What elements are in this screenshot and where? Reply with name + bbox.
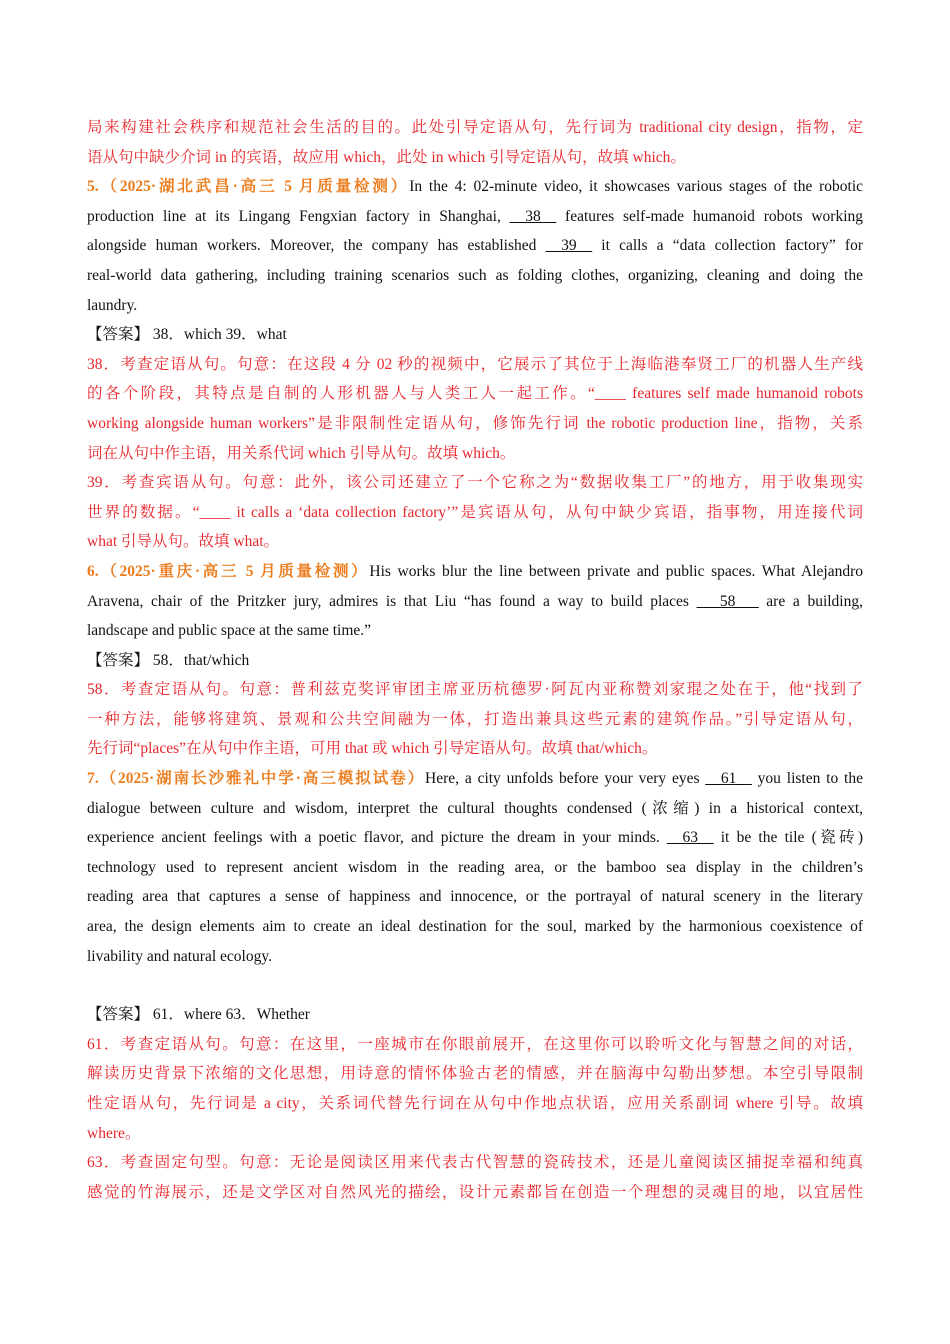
blank-58: ___58___ bbox=[696, 592, 759, 610]
question-7-line bbox=[87, 823, 863, 853]
question-5-line bbox=[87, 172, 863, 202]
explanation-line: 39．考查宾语从句。句意：此外，该公司还建立了一个它称之为“数据收集工厂”的地方，用于收集现实 bbox=[87, 474, 863, 492]
explanation-line: 语从句中缺少介词 in 的宾语，故应用 which，此处 in which 引导定语从句，故填 which。 bbox=[87, 148, 686, 166]
explanation-line: 感觉的竹海展示，还是文学区对自然风光的描绘，设计元素都旨在创造一个理想的灵魂目的地，以宜居性 bbox=[87, 1183, 863, 1201]
question-text: His works blur the line between private and public spaces. What Alejandro bbox=[369, 562, 863, 580]
question-7-line: dialogue between culture and wisdom, interpret the cultural thoughts condensed (浓缩) in a historical context, bbox=[87, 799, 863, 817]
question-6-line bbox=[87, 557, 863, 587]
question-text: you listen to the bbox=[751, 770, 863, 788]
explanation-line: 性定语从句，先行词是 a city，关系词代替先行词在从句中作地点状语，应用关系副词 where 引导。故填 bbox=[87, 1095, 863, 1112]
question-text: experience ancient feelings with a poetic flavor, and picture the dream in your minds. bbox=[87, 829, 667, 847]
blank-63: __63__ bbox=[667, 829, 714, 847]
question-source: 6.（2025·重庆·高三 5 月质量检测） bbox=[87, 562, 370, 580]
explanation-line: 词在从句中作主语，用关系代词 which 引导从句。故填 which。 bbox=[87, 444, 516, 462]
answer-line: 【答案】 38．which 39．what bbox=[87, 326, 287, 344]
blank-61: __61__ bbox=[705, 770, 752, 788]
question-7-line: technology used to represent ancient wisdom in the reading area, or the bamboo sea display in the children’s bbox=[87, 858, 863, 876]
question-6-line: landscape and public space at the same time.” bbox=[87, 622, 372, 640]
spacer bbox=[87, 971, 863, 1000]
question-5-line: laundry. bbox=[87, 296, 138, 314]
answer-line: 【答案】 61．where 63．Whether bbox=[87, 1006, 310, 1024]
explanation-line: 38．考查定语从句。句意：在这段 4 分 02 秒的视频中，它展示了其位于上海临港奉贤工厂的机器人生产线 bbox=[87, 355, 863, 373]
explanation-line: 61．考查定语从句。句意：在这里，一座城市在你眼前展开，在这里你可以聆听文化与智慧之间的对话， bbox=[87, 1035, 863, 1053]
blank-39: __39__ bbox=[545, 237, 593, 255]
question-text: alongside human workers. Moreover, the company has established bbox=[87, 237, 546, 255]
explanation-line: 局来构建社会秩序和规范社会生活的目的。此处引导定语从句，先行词为 traditional city design，指物，定 bbox=[87, 119, 863, 136]
explanation-line: 解读历史背景下浓缩的文化思想，用诗意的情怀体验古老的情感，并在脑海中勾勒出梦想。本空引导限制 bbox=[87, 1065, 863, 1083]
document-page bbox=[87, 113, 863, 1207]
answer-line: 【答案】 58．that/which bbox=[87, 651, 250, 669]
explanation-line: where。 bbox=[87, 1124, 141, 1142]
question-source: 7.（2025·湖南长沙雅礼中学·高三模拟试卷） bbox=[87, 770, 426, 788]
question-text: Aravena, chair of the Pritzker jury, admires is that Liu “has found a way to build places bbox=[87, 592, 697, 610]
question-5-line bbox=[87, 202, 863, 232]
question-6-line bbox=[87, 587, 863, 617]
explanation-line: 世界的数据。“____ it calls a ‘data collection factory’”是宾语从句，从句中缺少宾语，指事物，用连接代词 bbox=[87, 503, 863, 521]
explanation-line: 的各个阶段，其特点是自制的人形机器人与人类工人一起工作。“____ features self made humanoid robots bbox=[87, 385, 863, 403]
explanation-line: 58．考查定语从句。句意：普利兹克奖评审团主席亚历杭德罗·阿瓦内亚称赞刘家琨之处在于，他“找到了 bbox=[87, 681, 863, 699]
explanation-line: 一种方法，能够将建筑、景观和公共空间融为一体，打造出兼具这些元素的建筑作品。”引导定语从句， bbox=[87, 710, 863, 728]
explanation-line: what 引导从句。故填 what。 bbox=[87, 533, 280, 551]
question-text: Here, a city unfolds before your very eyes bbox=[425, 770, 706, 788]
question-5-line bbox=[87, 231, 863, 261]
question-7-line: area, the design elements aim to create an ideal destination for the soul, marked by the harmonious coexistence of bbox=[87, 918, 863, 936]
question-text: production line at its Lingang Fengxian factory in Shanghai, bbox=[87, 207, 510, 225]
question-text: are a building, bbox=[758, 592, 863, 610]
explanation-line: 63．考查固定句型。句意：无论是阅读区用来代表古代智慧的瓷砖技术，还是儿童阅读区捕捉幸福和纯真 bbox=[87, 1154, 863, 1172]
question-text: it calls a “data collection factory” for bbox=[592, 237, 863, 255]
blank-38: __38__ bbox=[509, 207, 557, 225]
explanation-line: working alongside human workers”是非限制性定语从句，修饰先行词 the robotic production line，指物，关系 bbox=[87, 414, 863, 432]
question-text: features self-made humanoid robots working bbox=[556, 207, 864, 225]
question-7-line: reading area that captures a sense of happiness and innocence, or the portrayal of natural scenery in the literary bbox=[87, 888, 863, 906]
question-text: In the 4: 02-minute video, it showcases various stages of the robotic bbox=[409, 178, 863, 196]
explanation-line: 先行词“places”在从句中作主语，可用 that 或 which 引导定语从句。故填 that/which。 bbox=[87, 740, 658, 758]
question-7-line: livability and natural ecology. bbox=[87, 947, 272, 965]
question-7-line bbox=[87, 764, 863, 794]
question-5-line: real-world data gathering, including training scenarios such as folding clothes, organizing, cleaning and doing the bbox=[87, 266, 863, 284]
question-source: 5.（2025·湖北武昌·高三 5 月质量检测） bbox=[87, 178, 410, 196]
question-text: it be the tile (瓷砖) bbox=[713, 829, 863, 847]
